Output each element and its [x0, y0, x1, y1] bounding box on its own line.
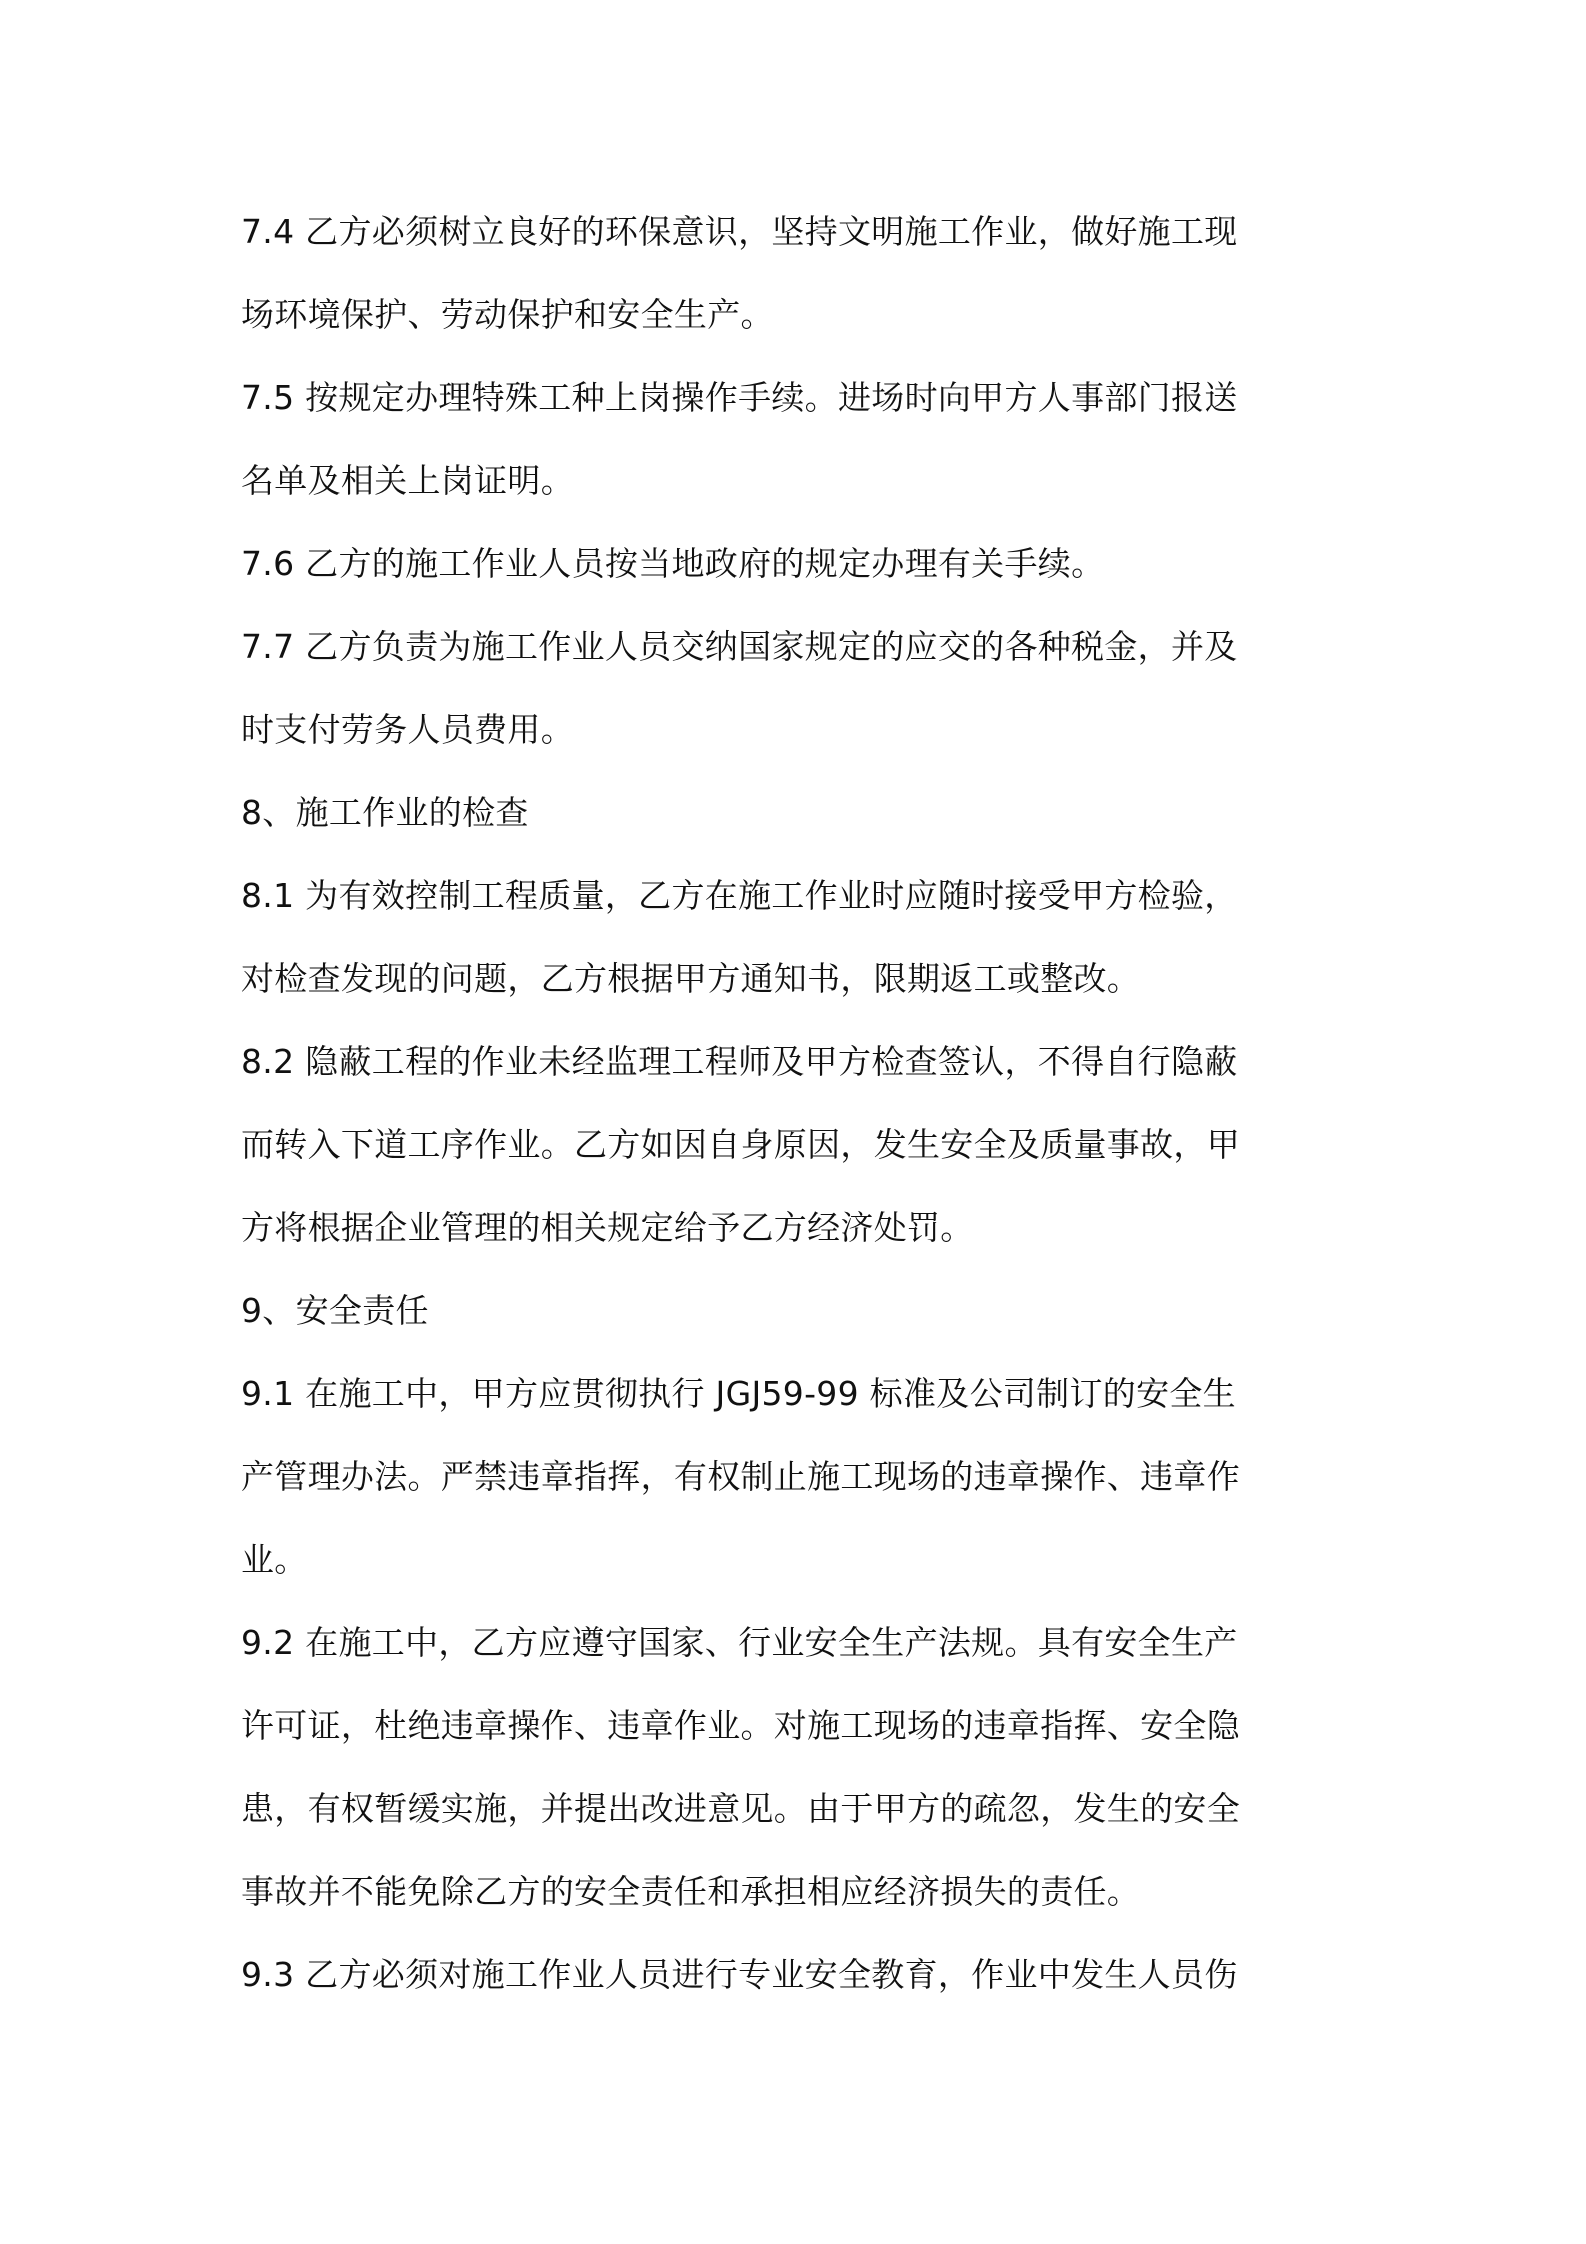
text-line: 9.3 乙方必须对施工作业人员进行专业安全教育，作业中发生人员伤	[241, 1955, 1238, 1994]
text-line: 8.1 为有效控制工程质量，乙方在施工作业时应随时接受甲方检验，	[241, 876, 1238, 915]
section-heading-8: 8、施工作业的检查	[241, 793, 529, 832]
text-line: 产管理办法。严禁违章指挥，有权制止施工现场的违章操作、违章作	[241, 1457, 1240, 1496]
text-line: 7.4 乙方必须树立良好的环保意识，坚持文明施工作业，做好施工现	[241, 212, 1238, 251]
text-line: 业。	[241, 1540, 308, 1579]
text-line: 9.1 在施工中，甲方应贯彻执行 JGJ59-99 标准及公司制订的安全生	[241, 1374, 1236, 1413]
text-line: 对检查发现的问题，乙方根据甲方通知书，限期返工或整改。	[241, 959, 1141, 998]
text-line: 患，有权暂缓实施，并提出改进意见。由于甲方的疏忽，发生的安全	[241, 1789, 1240, 1828]
text-line: 7.7 乙方负责为施工作业人员交纳国家规定的应交的各种税金，并及	[241, 627, 1238, 666]
text-line: 时支付劳务人员费用。	[241, 710, 574, 749]
text-line: 许可证，杜绝违章操作、违章作业。对施工现场的违章指挥、安全隐	[241, 1706, 1240, 1745]
text-line: 场环境保护、劳动保护和安全生产。	[241, 295, 774, 334]
text-line: 事故并不能免除乙方的安全责任和承担相应经济损失的责任。	[241, 1872, 1141, 1911]
text-line: 名单及相关上岗证明。	[241, 461, 574, 500]
text-line: 7.5 按规定办理特殊工种上岗操作手续。进场时向甲方人事部门报送	[241, 378, 1238, 417]
text-line: 9.2 在施工中，乙方应遵守国家、行业安全生产法规。具有安全生产	[241, 1623, 1238, 1662]
text-line: 方将根据企业管理的相关规定给予乙方经济处罚。	[241, 1208, 974, 1247]
text-line: 而转入下道工序作业。乙方如因自身原因，发生安全及质量事故，甲	[241, 1125, 1240, 1164]
text-line: 7.6 乙方的施工作业人员按当地政府的规定办理有关手续。	[241, 544, 1105, 583]
section-heading-9: 9、安全责任	[241, 1291, 429, 1330]
text-line: 8.2 隐蔽工程的作业未经监理工程师及甲方检查签认，不得自行隐蔽	[241, 1042, 1238, 1081]
document-body	[241, 190, 1361, 2016]
